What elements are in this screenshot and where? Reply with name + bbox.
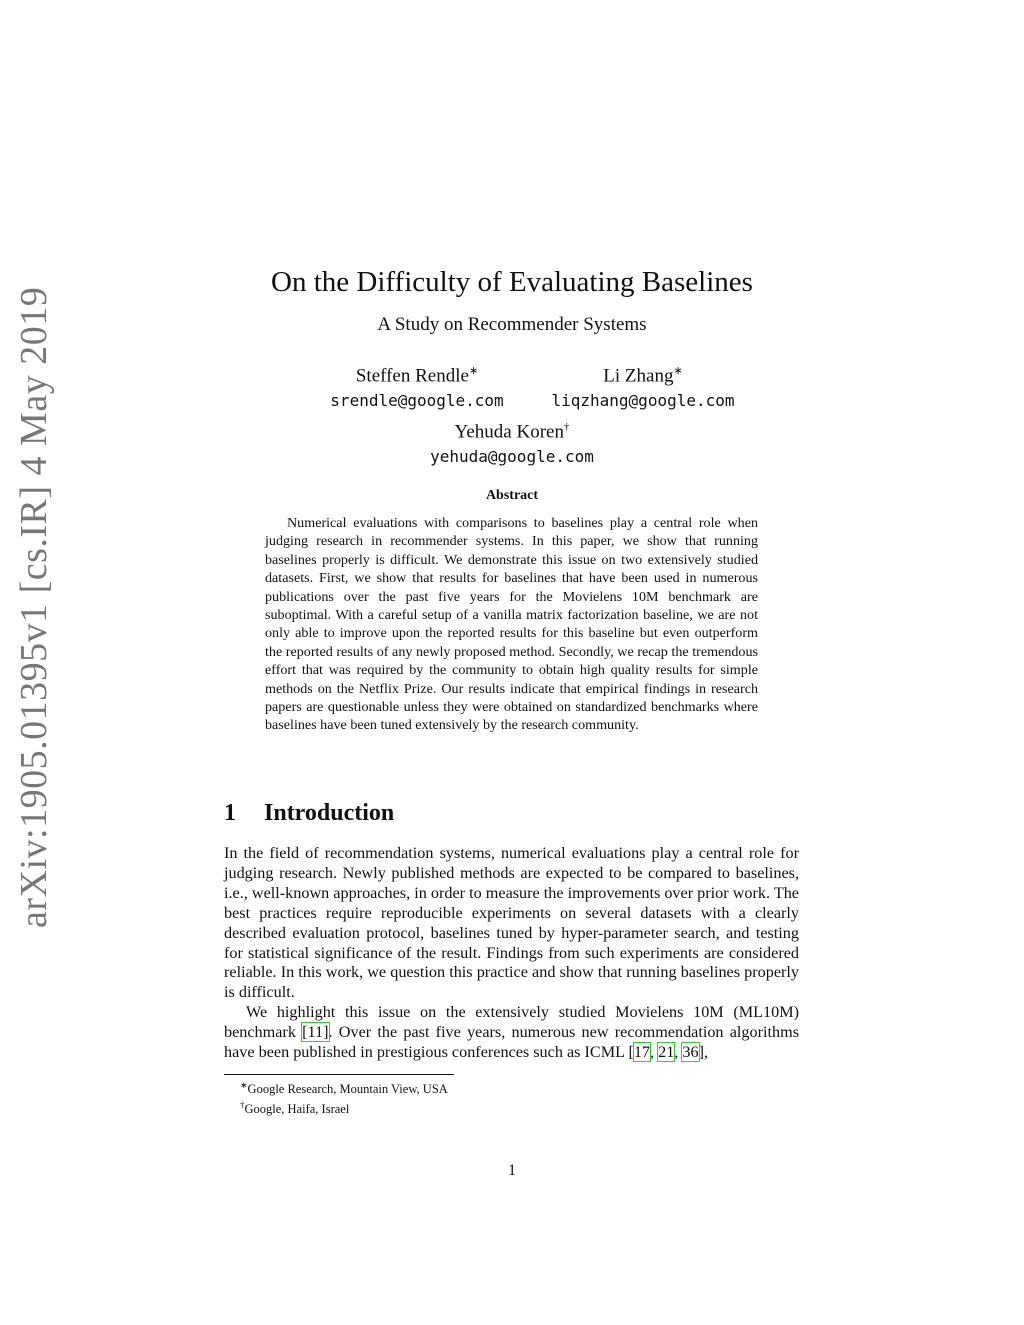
paragraph-1: In the field of recommendation systems, numerical evaluations play a central role for judging research. Newly published methods are expected to be compared to baselines, i.e., well-known approaches, in order to measure the improvements over prior work. The best practices require reproducible experiments on several datasets with a clearly described evaluation protocol, baselines tuned by hyper-parameter search, and testing for statistical significance of the result. Findings from such experiments are considered reliable. In this work, we question this practice and show that running baselines properly is difficult. [224,844,799,1002]
footnotes [240,1077,448,1117]
author-name: Steffen Rendle [355,365,469,387]
paper-subtitle: A Study on Recommender Systems [377,314,647,335]
author-name: Li Zhang [603,365,674,387]
section-number: 1 [224,800,236,826]
author-block-2 [538,364,748,410]
page-number: 1 [508,1162,516,1179]
author-email[interactable]: srendle@google.com [330,391,504,411]
paper-title: On the Difficulty of Evaluating Baselines [271,266,753,298]
citation-link[interactable]: [11] [302,1023,329,1042]
paragraph-2-text: . Over the past five years, numerous new recommendation algorithms have been published in prestigious conferences such as ICML [224,1023,799,1062]
body-text [224,844,799,1063]
author-block-1 [312,364,522,410]
footnote [240,1097,448,1117]
section-title: Introduction [264,800,395,826]
citation-link[interactable]: 17 [633,1043,651,1062]
citation-bracket: [ [628,1043,634,1062]
footnote-text: Google, Haifa, Israel [244,1102,350,1117]
footnote-mark: ∗ [240,1080,248,1090]
author-mark: ∗ [468,365,479,377]
abstract-heading: Abstract [485,488,539,503]
citation-bracket: ], [698,1043,709,1062]
paragraph-2 [224,1003,799,1063]
author-mark: † [563,421,570,433]
abstract-text: Numerical evaluations with comparisons to baselines play a central role when judging research in recommender systems. In this paper, we show that running baselines properly is difficult. We demonstrate this issue on two extensively studied datasets. First, we show that results for baselines that have been used in numerous publications over the past five years for the Movielens 10M benchmark are suboptimal. With a careful setup of a vanilla matrix factorization baseline, we are not only able to improve upon the reported results for this baseline but even outperform the reported results of any newly proposed method. Secondly, we recap the tremendous effort that was required by the community to obtain high quality results for simple methods on the Netflix Prize. Our results indicate that empirical findings in research papers are questionable unless they were obtained on standardized benchmarks where baselines have been tuned extensively by the research community. [265,515,758,734]
arxiv-stamp: arXiv:1905.01395v1 [cs.IR] 4 May 2019 [13,286,55,928]
author-email[interactable]: yehuda@google.com [430,447,594,467]
citation-separator: , [650,1043,659,1062]
footnote-divider [224,1074,454,1075]
citation-link[interactable]: 21 [658,1043,675,1062]
author-block-3 [405,421,619,466]
citation-separator: , [674,1043,683,1062]
author-mark: ∗ [673,365,683,377]
author-email[interactable]: liqzhang@google.com [551,391,735,411]
author-name: Yehuda Koren [454,421,564,443]
section-heading [224,800,394,827]
footnote [240,1077,448,1097]
footnote-mark: † [240,1100,245,1111]
citation-link[interactable]: 36 [682,1043,699,1062]
paragraph-2-text: We highlight this issue on the extensively studied Movielens 10M (ML10M) benchmark [224,1003,799,1042]
footnote-text: Google Research, Mountain View, USA [247,1082,448,1097]
